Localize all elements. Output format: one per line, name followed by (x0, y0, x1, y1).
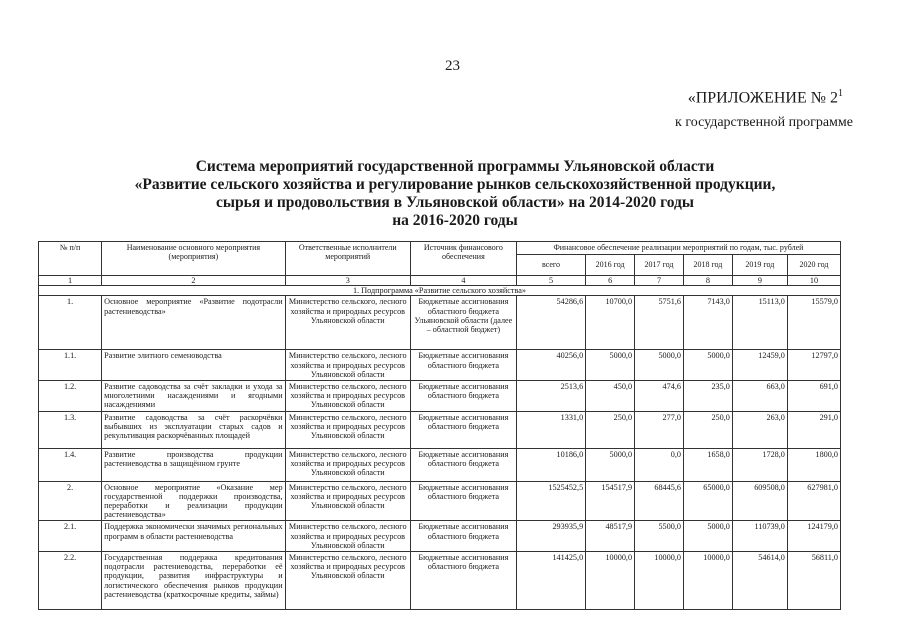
col-number: 4 (410, 276, 516, 286)
col-number: 8 (683, 276, 732, 286)
amount-2017: 5751,6 (635, 296, 684, 350)
table-row (39, 481, 841, 521)
row-number: 2.2. (39, 552, 102, 610)
col-number: 2 (102, 276, 285, 286)
executor: Министерство сельского, лесного хозяйства и природных ресурсов Ульяновской области (285, 350, 410, 381)
executor: Министерство сельского, лесного хозяйства и природных ресурсов Ульяновской области (285, 411, 410, 448)
amount-total: 10186,0 (516, 448, 585, 481)
appendix-subtitle: к государственной программе (675, 115, 853, 130)
amount-2018: 10000,0 (683, 552, 732, 610)
appendix-label-text: «ПРИЛОЖЕНИЕ № 2 (687, 89, 838, 107)
amount-2019: 609508,0 (732, 481, 787, 521)
amount-2019: 110739,0 (732, 521, 787, 552)
row-number: 1.1. (39, 350, 102, 381)
header-source: Источник финансового обеспечения (410, 242, 516, 276)
amount-total: 293935,9 (516, 521, 585, 552)
amount-total: 141425,0 (516, 552, 585, 610)
col-number: 7 (635, 276, 684, 286)
amount-2019: 1728,0 (732, 448, 787, 481)
header-row-1 (39, 242, 841, 255)
header-2018: 2018 год (683, 255, 732, 276)
amount-2020: 15579,0 (787, 296, 840, 350)
amount-2019: 54614,0 (732, 552, 787, 610)
executor: Министерство сельского, лесного хозяйства и природных ресурсов Ульяновской области (285, 448, 410, 481)
table-row (39, 296, 841, 350)
col-number: 1 (39, 276, 102, 286)
header-2017: 2017 год (635, 255, 684, 276)
table-row (39, 381, 841, 412)
amount-2020: 56811,0 (787, 552, 840, 610)
amount-2019: 15113,0 (732, 296, 787, 350)
document-title (100, 158, 810, 230)
amount-2016: 10000,0 (586, 552, 635, 610)
row-number: 1.3. (39, 411, 102, 448)
amount-2020: 691,0 (787, 381, 840, 412)
header-finance: Финансовое обеспечение реализации мероприятий по годам, тыс. рублей (516, 242, 840, 255)
amount-2016: 5000,0 (586, 350, 635, 381)
executor: Министерство сельского, лесного хозяйства и природных ресурсов Ульяновской области (285, 296, 410, 350)
amount-2017: 68445,6 (635, 481, 684, 521)
amount-2020: 12797,0 (787, 350, 840, 381)
header-2019: 2019 год (732, 255, 787, 276)
amount-2016: 450,0 (586, 381, 635, 412)
amount-2020: 627981,0 (787, 481, 840, 521)
header-2016: 2016 год (586, 255, 635, 276)
amount-total: 40256,0 (516, 350, 585, 381)
amount-2019: 12459,0 (732, 350, 787, 381)
amount-total: 2513,6 (516, 381, 585, 412)
funding-source: Бюджетные ассигнования областного бюджета (410, 448, 516, 481)
measure-name: Поддержка экономически значимых региональных программ в области растениеводства (102, 521, 285, 552)
amount-total: 1331,0 (516, 411, 585, 448)
title-line-1: Система мероприятий государственной программы Ульяновской области (195, 158, 715, 175)
amount-2017: 277,0 (635, 411, 684, 448)
amount-total: 1525452,5 (516, 481, 585, 521)
header-2020: 2020 год (787, 255, 840, 276)
funding-source: Бюджетные ассигнования областного бюджета (410, 552, 516, 610)
table-row (39, 552, 841, 610)
table-row (39, 350, 841, 381)
amount-2020: 1800,0 (787, 448, 840, 481)
amount-2016: 48517,9 (586, 521, 635, 552)
funding-source: Бюджетные ассигнования областного бюджета (410, 481, 516, 521)
amount-2017: 10000,0 (635, 552, 684, 610)
amount-2017: 0,0 (635, 448, 684, 481)
executor: Министерство сельского, лесного хозяйства и природных ресурсов Ульяновской области (285, 552, 410, 610)
amount-2018: 235,0 (683, 381, 732, 412)
row-number: 1. (39, 296, 102, 350)
amount-2018: 65000,0 (683, 481, 732, 521)
measure-name: Основное мероприятие «Развитие подотрасли растениеводства» (102, 296, 285, 350)
col-number: 6 (586, 276, 635, 286)
amount-total: 54286,6 (516, 296, 585, 350)
executor: Министерство сельского, лесного хозяйства и природных ресурсов Ульяновской области (285, 521, 410, 552)
amount-2016: 5000,0 (586, 448, 635, 481)
amount-2016: 154517,9 (586, 481, 635, 521)
col-number: 9 (732, 276, 787, 286)
executor: Министерство сельского, лесного хозяйства и природных ресурсов Ульяновской области (285, 481, 410, 521)
amount-2018: 7143,0 (683, 296, 732, 350)
row-number: 1.2. (39, 381, 102, 412)
amount-2019: 263,0 (732, 411, 787, 448)
header-executors: Ответственные исполнители мероприятий (285, 242, 410, 276)
table-row (39, 448, 841, 481)
table-row (39, 411, 841, 448)
amount-2018: 1658,0 (683, 448, 732, 481)
funding-source: Бюджетные ассигнования областного бюджета (410, 381, 516, 412)
page-number: 23 (445, 58, 460, 74)
title-line-4: на 2016-2020 годы (392, 212, 518, 229)
measure-name: Государственная поддержка кредитования подотрасли растениеводства, переработки её продукции, развития инфраструктуры и логистического обеспечения рынков продукции растениеводства (краткосрочные кредиты, займы) (102, 552, 285, 610)
title-line-2: «Развитие сельского хозяйства и регулирование рынков сельскохозяйственной продукции, (134, 176, 776, 193)
appendix-label (688, 88, 843, 107)
funding-source: Бюджетные ассигнования областного бюджета (410, 521, 516, 552)
amount-2016: 250,0 (586, 411, 635, 448)
amount-2017: 5500,0 (635, 521, 684, 552)
section-title: 1. Подпрограмма «Развитие сельского хозяйства» (39, 286, 841, 296)
measure-name: Развитие элитного семеноводства (102, 350, 285, 381)
title-line-3: сырья и продовольствия в Ульяновской области» на 2014-2020 годы (216, 194, 694, 211)
executor: Министерство сельского, лесного хозяйства и природных ресурсов Ульяновской области (285, 381, 410, 412)
amount-2017: 474,6 (635, 381, 684, 412)
amount-2020: 124179,0 (787, 521, 840, 552)
header-total: всего (516, 255, 585, 276)
row-number: 2.1. (39, 521, 102, 552)
amount-2018: 5000,0 (683, 521, 732, 552)
funding-source: Бюджетные ассигнования областного бюджета Ульяновской области (далее – областной бюджет) (410, 296, 516, 350)
measure-name: Развитие садоводства за счёт раскорчёвки выбывших из эксплуатации старых садов и рекультивация раскорчёванных площадей (102, 411, 285, 448)
funding-source: Бюджетные ассигнования областного бюджета (410, 411, 516, 448)
col-number: 5 (516, 276, 585, 286)
funding-source: Бюджетные ассигнования областного бюджета (410, 350, 516, 381)
col-number: 3 (285, 276, 410, 286)
amount-2019: 663,0 (732, 381, 787, 412)
row-number: 1.4. (39, 448, 102, 481)
column-number-row (39, 276, 841, 286)
amount-2018: 5000,0 (683, 350, 732, 381)
amount-2018: 250,0 (683, 411, 732, 448)
measure-name: Развитие производства продукции растениеводства в защищённом грунте (102, 448, 285, 481)
header-name: Наименование основного мероприятия (мероприятия) (102, 242, 285, 276)
measure-name: Развитие садоводства за счёт закладки и ухода за многолетними насаждениями и ягодными насаждениями (102, 381, 285, 412)
amount-2017: 5000,0 (635, 350, 684, 381)
section-row (39, 286, 841, 296)
table-row (39, 521, 841, 552)
appendix-superscript: 1 (838, 88, 843, 99)
measures-table (38, 241, 841, 610)
measure-name: Основное мероприятие «Оказание мер государственной поддержки производства, переработки и реализации продукции растениеводства» (102, 481, 285, 521)
header-num: № п/п (39, 242, 102, 276)
amount-2016: 10700,0 (586, 296, 635, 350)
col-number: 10 (787, 276, 840, 286)
row-number: 2. (39, 481, 102, 521)
amount-2020: 291,0 (787, 411, 840, 448)
